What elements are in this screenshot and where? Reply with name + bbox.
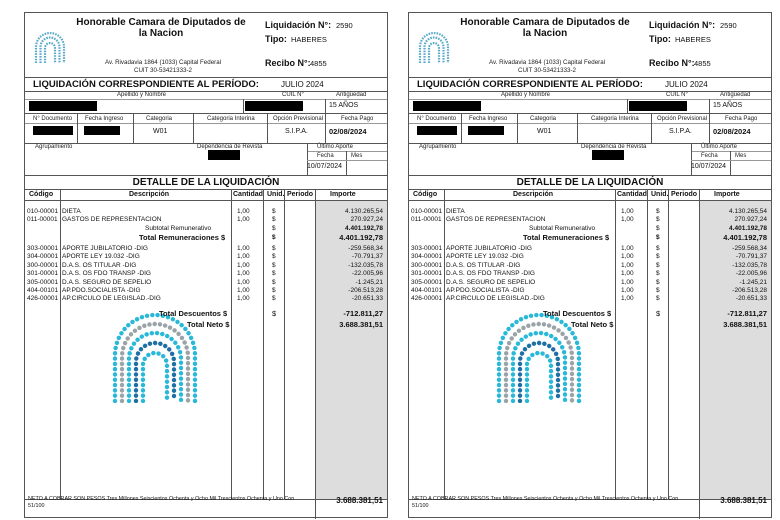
row-description: Total Remuneraciones $ [523,233,610,242]
row-amount: -22.005,96 [735,270,767,277]
row-quantity: 1,00 [237,279,250,286]
row-unit: $ [272,295,276,302]
documento-label: N° Documento [33,116,73,122]
row-quantity: 1,00 [621,245,634,252]
period-label: LIQUIDACIÓN CORRESPONDIENTE AL PERÍODO: [33,79,259,90]
row-unit: $ [656,208,660,215]
payslip-right [408,12,772,518]
row-code: 426-00001 [411,295,443,302]
institution-name: Honorable Camara de Diputados de la Nacion [460,17,630,39]
dependencia-label: Dependencia de Revista [581,144,647,150]
row-quantity: 1,00 [237,270,250,277]
row-description: Subtotal Remunerativo [529,225,596,232]
row-amount: 4.401.192,78 [723,233,767,242]
liquidacion-value: 2590 [720,21,737,30]
cat-interina-label: Categoria Interina [591,116,639,122]
fecha-label: Fecha [317,153,334,159]
col-codigo: Código [413,191,438,198]
row-description: D.A.S. OS FDO TRANSP -DIG [62,270,151,277]
divider [409,77,771,78]
recibo-value: 4855 [310,59,327,68]
redacted-name [413,101,481,111]
row-code: 303-00001 [411,245,443,252]
liquidacion-label: Liquidación N°: [649,20,716,30]
total-descuentos-label: Total Descuentos $ [543,309,612,318]
total-neto-value: 3.688.381,51 [723,320,767,329]
row-description: APORTE JUBILATORIO -DIG [446,245,532,252]
row-quantity: 1,00 [621,287,634,294]
col-codigo: Código [29,191,54,198]
fecha-label: Fecha [701,153,718,159]
row-code: 304-00001 [27,253,59,260]
tipo-value: HABERES [291,35,327,44]
row-code: 305-00001 [27,279,59,286]
col-cantidad: Cantidad [617,191,647,198]
row-quantity: 1,00 [621,270,634,277]
row-description: DIETA [62,208,81,215]
antiguedad-value: 15 AÑOS [329,102,359,109]
row-unit: $ [272,253,276,260]
row-quantity: 1,00 [237,216,250,223]
row-amount: -20.651,33 [735,295,767,302]
row-description: APORTE JUBILATORIO -DIG [62,245,148,252]
row-code: 011-00001 [411,216,442,223]
ingreso-label: Fecha Ingreso [85,116,124,122]
institution-address: Av. Rivadavia 1864 (1033) Capital Federal [488,59,606,66]
col-unid: Unid. [651,191,669,198]
row-unit: $ [656,225,660,232]
categoria-label: Categoria [146,116,173,122]
row-amount: -206.513,28 [348,287,383,294]
row-code: 404-00101 [27,287,59,294]
redacted-dependencia [592,150,624,160]
redacted-document [33,126,73,135]
period-value: JULIO 2024 [665,80,708,89]
ultimo-aporte-label: Último Aporte [317,144,354,150]
fecha-value: 10/07/2024 [307,163,343,170]
row-description: APORTE LEY 19.032 -DIG [62,253,140,260]
row-unit: $ [272,234,276,241]
apellido-label: Apellido y Nombre [117,92,167,98]
dependencia-label: Dependencia de Revista [197,144,263,150]
antiguedad-value: 15 AÑOS [713,102,743,109]
footer-amount: 3.688.381,51 [720,496,767,505]
row-quantity: 1,00 [621,279,634,286]
antiguedad-label: Antigüedad [720,92,751,98]
liquidacion-value: 2590 [336,21,353,30]
opcion-value: S.I.P.A. [285,128,308,135]
col-unid: Unid. [267,191,285,198]
row-unit: $ [656,270,660,277]
row-unit: $ [656,245,660,252]
agrupamiento-label: Agrupamiento [419,144,457,150]
payslip-left [24,12,388,518]
row-unit: $ [272,225,276,232]
divider [25,77,387,78]
liquidacion-label: Liquidación N°: [265,20,332,30]
period-value: JULIO 2024 [281,80,324,89]
row-unit: $ [656,234,660,241]
tipo-label: Tipo: [649,34,671,44]
recibo-value: 4855 [694,59,711,68]
recibo-label: Recibo N°: [649,58,695,68]
row-description: AP.PDO.SOCIALISTA -DIG [446,287,525,294]
total-neto-value: 3.688.381,51 [339,320,383,329]
row-unit: $ [272,262,276,269]
row-description: D.A.S. OS TITULAR -DIG [446,262,521,269]
row-quantity: 1,00 [237,262,250,269]
cuil-label: CUIL N° [282,92,304,98]
row-amount: -259.568,34 [348,245,383,252]
fecha-pago-label: Fecha Pago [341,116,374,122]
footer-amount: 3.688.381,51 [336,496,383,505]
row-amount: -20.651,33 [351,295,383,302]
redacted-name [29,101,97,111]
row-description: AP.PDO.SOCIALISTA -DIG [62,287,141,294]
opcion-label: Opción Previsional [657,116,708,122]
row-code: 301-00001 [411,270,443,277]
row-code: 300-00001 [411,262,443,269]
opcion-value: S.I.P.A. [669,128,692,135]
redacted-dependencia [208,150,240,160]
opcion-label: Opción Previsional [273,116,324,122]
col-descripcion: Descripción [513,191,554,198]
fecha-pago-label: Fecha Pago [725,116,758,122]
row-unit: $ [272,208,276,215]
row-code: 426-00001 [27,295,59,302]
row-description: D.A.S. SEGURO DE SEPELIO [62,279,152,286]
row-quantity: 1,00 [621,295,634,302]
categoria-value: W01 [537,128,552,135]
antiguedad-label: Antigüedad [336,92,367,98]
row-quantity: 1,00 [621,253,634,260]
cuil-label: CUIL N° [666,92,688,98]
row-amount: -1.245,21 [739,279,767,286]
row-quantity: 1,00 [237,253,250,260]
redacted-ingreso [84,126,120,135]
row-amount: 270.927,24 [350,216,383,223]
row-code: 300-00001 [27,262,59,269]
row-unit: $ [272,216,276,223]
row-code: 303-00001 [27,245,59,252]
detail-title: DETALLE DE LA LIQUIDACIÓN [132,177,280,188]
fecha-pago-value: 02/08/2024 [329,127,367,136]
total-descuentos-value: -712.811,27 [343,309,383,318]
col-cantidad: Cantidad [233,191,263,198]
institution-address: Av. Rivadavia 1864 (1033) Capital Federal [104,59,222,66]
col-importe: Importe [714,191,740,198]
row-quantity: 1,00 [621,262,634,269]
chamber-logo-icon [33,27,67,65]
row-description: D.A.S. OS FDO TRANSP -DIG [446,270,535,277]
row-amount: -132.035,78 [348,262,383,269]
row-quantity: 1,00 [621,208,634,215]
row-code: 010-00001 [411,208,443,215]
row-amount: 4.401.192,78 [345,225,383,232]
row-amount: -132.035,78 [732,262,767,269]
institution-name: Honorable Camara de Diputados de la Nacion [76,17,246,39]
row-description: AP.CIRCULO DE LEGISLAD.-DIG [446,295,545,302]
total-descuentos-unit: $ [272,309,277,318]
col-periodo: Periodo [287,191,314,198]
row-code: 011-00001 [27,216,58,223]
row-unit: $ [272,279,276,286]
row-amount: -259.568,34 [732,245,767,252]
row-code: 301-00001 [27,270,59,277]
redacted-cuil [245,101,303,111]
row-quantity: 1,00 [621,216,634,223]
apellido-label: Apellido y Nombre [501,92,551,98]
row-amount: -70.791,37 [351,253,383,260]
ultimo-aporte-label: Último Aporte [701,144,738,150]
total-neto-label: Total Neto $ [187,320,230,329]
row-unit: $ [656,262,660,269]
row-description: D.A.S. SEGURO DE SEPELIO [446,279,536,286]
documento-label: N° Documento [417,116,457,122]
divider [409,91,771,92]
fecha-pago-value: 02/08/2024 [713,127,751,136]
tipo-value: HABERES [675,35,711,44]
row-code: 304-00001 [411,253,443,260]
row-description: DIETA [446,208,465,215]
row-quantity: 1,00 [237,287,250,294]
institution-cuit: CUIT 30-53421333-2 [517,67,577,74]
row-amount: 4.401.192,78 [339,233,383,242]
mes-label: Mes [351,153,363,159]
redacted-ingreso [468,126,504,135]
row-unit: $ [272,270,276,277]
row-description: AP.CIRCULO DE LEGISLAD.-DIG [62,295,161,302]
divider [25,91,387,92]
row-amount: 4.401.192,78 [729,225,767,232]
row-unit: $ [656,287,660,294]
row-unit: $ [272,287,276,294]
row-amount: 4.130.265,54 [345,208,383,215]
row-unit: $ [656,253,660,260]
row-unit: $ [272,245,276,252]
total-descuentos-value: -712.811,27 [727,309,767,318]
row-quantity: 1,00 [237,245,250,252]
total-descuentos-unit: $ [656,309,661,318]
row-amount: -206.513,28 [732,287,767,294]
footer-amount-text: NETO A COBRAR SON PESOS Tres Millones Seiscientos Ochenta y Ocho Mil Trescientos Ochenta y Uno Con 51/100 [28,496,295,509]
col-periodo: Periodo [671,191,698,198]
row-unit: $ [656,295,660,302]
row-unit: $ [656,279,660,286]
redacted-document [417,126,457,135]
cat-interina-label: Categoria Interina [207,116,255,122]
mes-label: Mes [735,153,747,159]
ingreso-label: Fecha Ingreso [469,116,508,122]
row-quantity: 1,00 [237,208,250,215]
row-amount: 4.130.265,54 [729,208,767,215]
row-code: 010-00001 [27,208,59,215]
agrupamiento-label: Agrupamiento [35,144,73,150]
row-quantity: 1,00 [237,295,250,302]
chamber-logo-icon [417,27,451,65]
row-amount: 270.927,24 [734,216,767,223]
detail-title: DETALLE DE LA LIQUIDACIÓN [516,177,664,188]
row-description: Subtotal Remunerativo [145,225,212,232]
row-amount: -22.005,96 [351,270,383,277]
row-description: GASTOS DE REPRESENTACION [446,216,546,223]
categoria-value: W01 [153,128,168,135]
row-amount: -70.791,37 [735,253,767,260]
total-descuentos-label: Total Descuentos $ [159,309,228,318]
row-code: 404-00101 [411,287,443,294]
row-description: Total Remuneraciones $ [139,233,226,242]
col-descripcion: Descripción [129,191,170,198]
row-description: D.A.S. OS TITULAR -DIG [62,262,137,269]
footer-amount-text: NETO A COBRAR SON PESOS Tres Millones Seiscientos Ochenta y Ocho Mil Trescientos Ochenta y Uno Con 51/100 [412,496,679,509]
categoria-label: Categoria [530,116,557,122]
period-label: LIQUIDACIÓN CORRESPONDIENTE AL PERÍODO: [417,79,643,90]
row-description: GASTOS DE REPRESENTACION [62,216,162,223]
institution-cuit: CUIT 30-53421333-2 [133,67,193,74]
row-unit: $ [656,216,660,223]
recibo-label: Recibo N°: [265,58,311,68]
col-importe: Importe [330,191,356,198]
row-amount: -1.245,21 [355,279,383,286]
fecha-value: 10/07/2024 [691,163,727,170]
row-description: APORTE LEY 19.032 -DIG [446,253,524,260]
row-code: 305-00001 [411,279,443,286]
tipo-label: Tipo: [265,34,287,44]
total-neto-label: Total Neto $ [571,320,614,329]
redacted-cuil [629,101,687,111]
